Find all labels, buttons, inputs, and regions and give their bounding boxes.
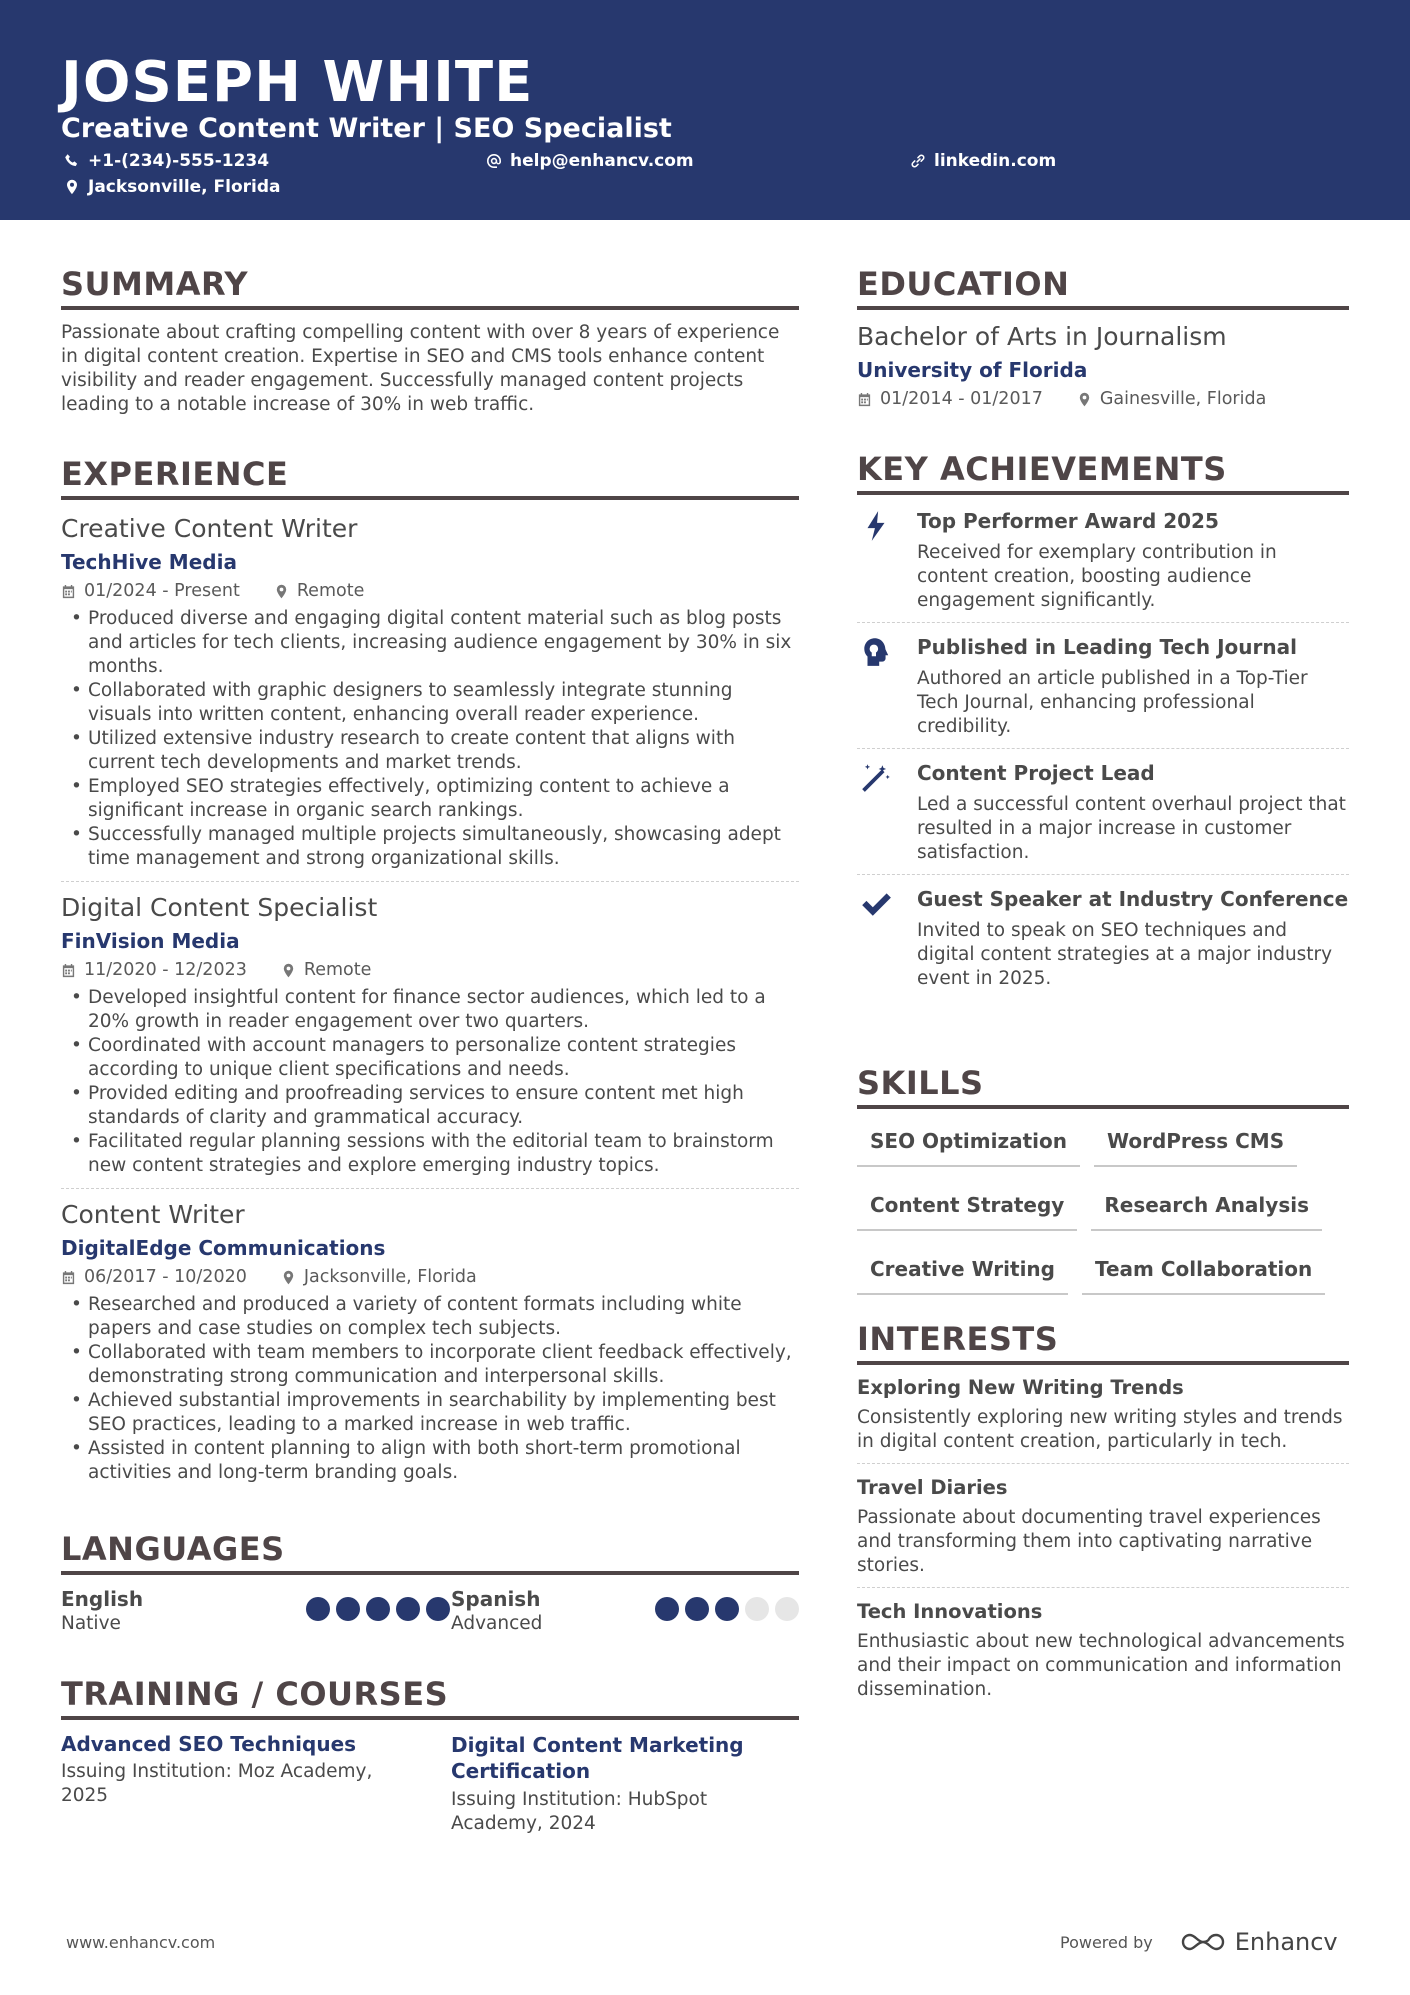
- contact-location: [64, 177, 281, 197]
- job-entry: [61, 514, 799, 871]
- section-rule: [61, 496, 799, 500]
- skill-tag: SEO Optimization: [857, 1129, 1080, 1167]
- job-bullets: [61, 986, 799, 1178]
- divider: [857, 874, 1349, 875]
- bullet-item: • Coordinated with account managers to personalize content strategies according to unique client specifications and needs.: [61, 1034, 799, 1082]
- achievement-text: Invited to speak on SEO techniques and digital content strategies at a major industry event in 2025.: [917, 920, 1333, 989]
- language-rating: [300, 1597, 450, 1625]
- divider: [857, 1587, 1349, 1588]
- footer-brand: [1060, 1928, 1338, 1956]
- course-title: Advanced SEO Techniques: [61, 1732, 357, 1756]
- checkmark-icon: [859, 887, 897, 925]
- achievement-item: [857, 635, 1349, 739]
- job-title: Creative Content Writer: [61, 514, 358, 543]
- rating-dot: [426, 1597, 450, 1621]
- job-location: Jacksonville, Florida: [303, 1267, 477, 1287]
- calendar-icon: [857, 392, 872, 407]
- language-rating: [649, 1597, 799, 1625]
- company-name: TechHive Media: [61, 550, 237, 574]
- section-heading: SUMMARY: [61, 265, 249, 303]
- achievement-text: Received for exemplary contribution in content creation, boosting audience engagement significantly.: [917, 542, 1277, 611]
- job-dates: 11/2020 - 12/2023: [84, 960, 247, 980]
- rating-dot: [715, 1597, 739, 1621]
- section-heading: KEY ACHIEVEMENTS: [857, 450, 1227, 488]
- course-detail: Issuing Institution: Moz Academy, 2025: [61, 1761, 373, 1806]
- rating-dot: [336, 1597, 360, 1621]
- language-item: [61, 1587, 451, 1634]
- education-location: Gainesville, Florida: [1099, 389, 1267, 409]
- job-meta: [61, 581, 799, 601]
- languages-section: [61, 1530, 799, 1634]
- achievement-text: Authored an article published in a Top-Tier Tech Journal, enhancing professional credibility.: [917, 668, 1308, 737]
- divider: [857, 748, 1349, 749]
- divider: [857, 1463, 1349, 1464]
- divider: [857, 622, 1349, 623]
- bullet-item: • Achieved substantial improvements in searchability by implementing best SEO practices, leading to a marked increase in web traffic.: [61, 1389, 799, 1437]
- phone-text: +1-(234)-555-1234: [88, 151, 270, 171]
- course-item: [451, 1732, 799, 1836]
- at-icon: [486, 153, 502, 169]
- brand-name: Enhancv: [1234, 1928, 1338, 1956]
- skill-tag: Research Analysis: [1091, 1193, 1322, 1231]
- job-entry: [61, 1200, 799, 1485]
- job-dates: 06/2017 - 10/2020: [84, 1267, 247, 1287]
- skill-tag: WordPress CMS: [1094, 1129, 1297, 1167]
- degree: Bachelor of Arts in Journalism: [857, 322, 1227, 351]
- section-rule: [857, 491, 1349, 495]
- skill-tag: Creative Writing: [857, 1257, 1068, 1295]
- language-name: English: [61, 1587, 144, 1611]
- job-bullets: [61, 607, 799, 871]
- rating-dot: [366, 1597, 390, 1621]
- rating-dot: [306, 1597, 330, 1621]
- powered-by-text: Powered by: [1060, 1932, 1153, 1952]
- interest-item: [857, 1376, 1349, 1454]
- bullet-item: • Utilized extensive industry research to create content that aligns with current tech developments and market trends.: [61, 727, 799, 775]
- course-detail: Issuing Institution: HubSpot Academy, 2024: [451, 1789, 708, 1834]
- magic-wand-icon: [859, 761, 897, 799]
- skills-row: [857, 1257, 1349, 1295]
- infinity-logo-icon: [1179, 1930, 1227, 1954]
- company-name: DigitalEdge Communications: [61, 1236, 386, 1260]
- achievements-section: [857, 450, 1349, 991]
- achievement-title: Published in Leading Tech Journal: [917, 635, 1297, 659]
- brand-logo[interactable]: [1179, 1928, 1338, 1956]
- head-icon: [859, 635, 897, 673]
- calendar-icon: [61, 584, 76, 599]
- section-heading: INTERESTS: [857, 1320, 1059, 1358]
- achievement-text: Led a successful content overhaul project that resulted in a major increase in customer satisfaction.: [917, 794, 1346, 863]
- course-title: Digital Content Marketing Certification: [451, 1733, 744, 1783]
- achievement-title: Guest Speaker at Industry Conference: [917, 887, 1349, 911]
- contact-phone: [64, 151, 269, 171]
- rating-dot: [655, 1597, 679, 1621]
- summary-section: [61, 265, 799, 417]
- section-rule: [857, 1105, 1349, 1109]
- bullet-item: • Developed insightful content for finance sector audiences, which led to a 20% growth in reader engagement over two quarters.: [61, 986, 799, 1034]
- interest-text: Enthusiastic about new technological advancements and their impact on communication and information dissemination.: [857, 1631, 1345, 1700]
- achievement-title: Top Performer Award 2025: [917, 509, 1219, 533]
- achievement-title: Content Project Lead: [917, 761, 1155, 785]
- section-heading: EDUCATION: [857, 265, 1070, 303]
- interest-text: Passionate about documenting travel experiences and transforming them into captivating narrative stories.: [857, 1507, 1321, 1576]
- achievement-item: [857, 509, 1349, 613]
- location-pin-icon: [281, 1270, 296, 1285]
- bullet-item: • Researched and produced a variety of content formats including white papers and case studies on complex tech subjects.: [61, 1293, 799, 1341]
- email-text: help@enhancv.com: [510, 151, 694, 171]
- language-level: Advanced: [451, 1613, 543, 1634]
- bullet-item: • Successfully managed multiple projects simultaneously, showcasing adept time management and strong organizational skills.: [61, 823, 799, 871]
- divider: [61, 881, 799, 882]
- location-pin-icon: [274, 584, 289, 599]
- skills-section: [857, 1064, 1349, 1295]
- interest-title: Exploring New Writing Trends: [857, 1376, 1184, 1399]
- section-rule: [857, 1361, 1349, 1365]
- company-name: FinVision Media: [61, 929, 240, 953]
- interest-title: Travel Diaries: [857, 1476, 1008, 1499]
- job-meta: [61, 960, 799, 980]
- lightning-icon: [859, 509, 897, 547]
- bullet-item: • Assisted in content planning to align with both short-term promotional activities and long-term branding goals.: [61, 1437, 799, 1485]
- location-pin-icon: [281, 963, 296, 978]
- job-bullets: [61, 1293, 799, 1485]
- bullet-item: • Provided editing and proofreading services to ensure content met high standards of clarity and grammatical accuracy.: [61, 1082, 799, 1130]
- school-name: University of Florida: [857, 358, 1088, 382]
- achievement-item: [857, 761, 1349, 865]
- section-rule: [61, 1571, 799, 1575]
- education-section: [857, 265, 1349, 409]
- header: [0, 0, 1410, 220]
- job-entry: [61, 893, 799, 1178]
- location-text: Jacksonville, Florida: [88, 177, 281, 197]
- job-title: Digital Content Specialist: [61, 893, 378, 922]
- bullet-item: • Employed SEO strategies effectively, optimizing content to achieve a significant increase in organic search rankings.: [61, 775, 799, 823]
- candidate-title: Creative Content Writer | SEO Specialist: [61, 113, 672, 144]
- bullet-item: • Collaborated with graphic designers to seamlessly integrate stunning visuals into written content, enhancing overall reader experience.: [61, 679, 799, 727]
- language-name: Spanish: [451, 1587, 541, 1611]
- skills-row: [857, 1129, 1349, 1167]
- skill-tag: Content Strategy: [857, 1193, 1077, 1231]
- location-pin-icon: [1077, 392, 1092, 407]
- skills-row: [857, 1193, 1349, 1231]
- divider: [61, 1188, 799, 1189]
- calendar-icon: [61, 1270, 76, 1285]
- summary-text: Passionate about crafting compelling content with over 8 years of experience in digital content creation. Expertise in SEO and CMS tools enhance content visibility and reader engagement. Successfully managed content projects leading to a notable increase of 30% in web traffic.: [61, 322, 780, 415]
- experience-section: [61, 455, 799, 1485]
- contact-linkedin[interactable]: [910, 151, 1056, 171]
- contact-email[interactable]: [486, 151, 694, 171]
- interest-title: Tech Innovations: [857, 1600, 1043, 1623]
- linkedin-text: linkedin.com: [934, 151, 1057, 171]
- section-rule: [857, 306, 1349, 310]
- section-heading: TRAINING / COURSES: [61, 1675, 449, 1713]
- phone-icon: [64, 153, 80, 169]
- job-meta: [61, 1267, 799, 1287]
- interests-section: [857, 1320, 1349, 1702]
- education-meta: [857, 389, 1349, 409]
- bullet-item: • Collaborated with team members to incorporate client feedback effectively, demonstrating strong communication and interpersonal skills.: [61, 1341, 799, 1389]
- section-heading: SKILLS: [857, 1064, 984, 1102]
- candidate-name: JOSEPH WHITE: [61, 50, 534, 115]
- section-rule: [61, 1716, 799, 1720]
- bullet-item: • Facilitated regular planning sessions with the editorial team to brainstorm new content strategies and explore emerging industry topics.: [61, 1130, 799, 1178]
- skill-tag: Team Collaboration: [1082, 1257, 1325, 1295]
- language-item: [451, 1587, 799, 1634]
- section-heading: EXPERIENCE: [61, 455, 289, 493]
- bullet-item: • Produced diverse and engaging digital content material such as blog posts and articles for tech clients, increasing audience engagement by 30% in six months.: [61, 607, 799, 679]
- job-location: Remote: [296, 581, 365, 601]
- achievement-item: [857, 887, 1349, 991]
- rating-dot: [685, 1597, 709, 1621]
- link-icon: [910, 153, 926, 169]
- interest-item: [857, 1476, 1349, 1578]
- interest-text: Consistently exploring new writing styles and trends in digital content creation, particularly in tech.: [857, 1407, 1343, 1452]
- rating-dot: [396, 1597, 420, 1621]
- job-dates: 01/2024 - Present: [84, 581, 240, 601]
- rating-dot: [775, 1597, 799, 1621]
- education-dates: 01/2014 - 01/2017: [880, 389, 1043, 409]
- job-location: Remote: [303, 960, 372, 980]
- course-item: [61, 1732, 451, 1836]
- section-heading: LANGUAGES: [61, 1530, 285, 1568]
- training-section: [61, 1675, 799, 1836]
- location-pin-icon: [64, 179, 80, 195]
- footer-website[interactable]: www.enhancv.com: [66, 1933, 216, 1952]
- rating-dot: [745, 1597, 769, 1621]
- interest-item: [857, 1600, 1349, 1702]
- language-level: Native: [61, 1613, 121, 1634]
- section-rule: [61, 306, 799, 310]
- calendar-icon: [61, 963, 76, 978]
- job-title: Content Writer: [61, 1200, 245, 1229]
